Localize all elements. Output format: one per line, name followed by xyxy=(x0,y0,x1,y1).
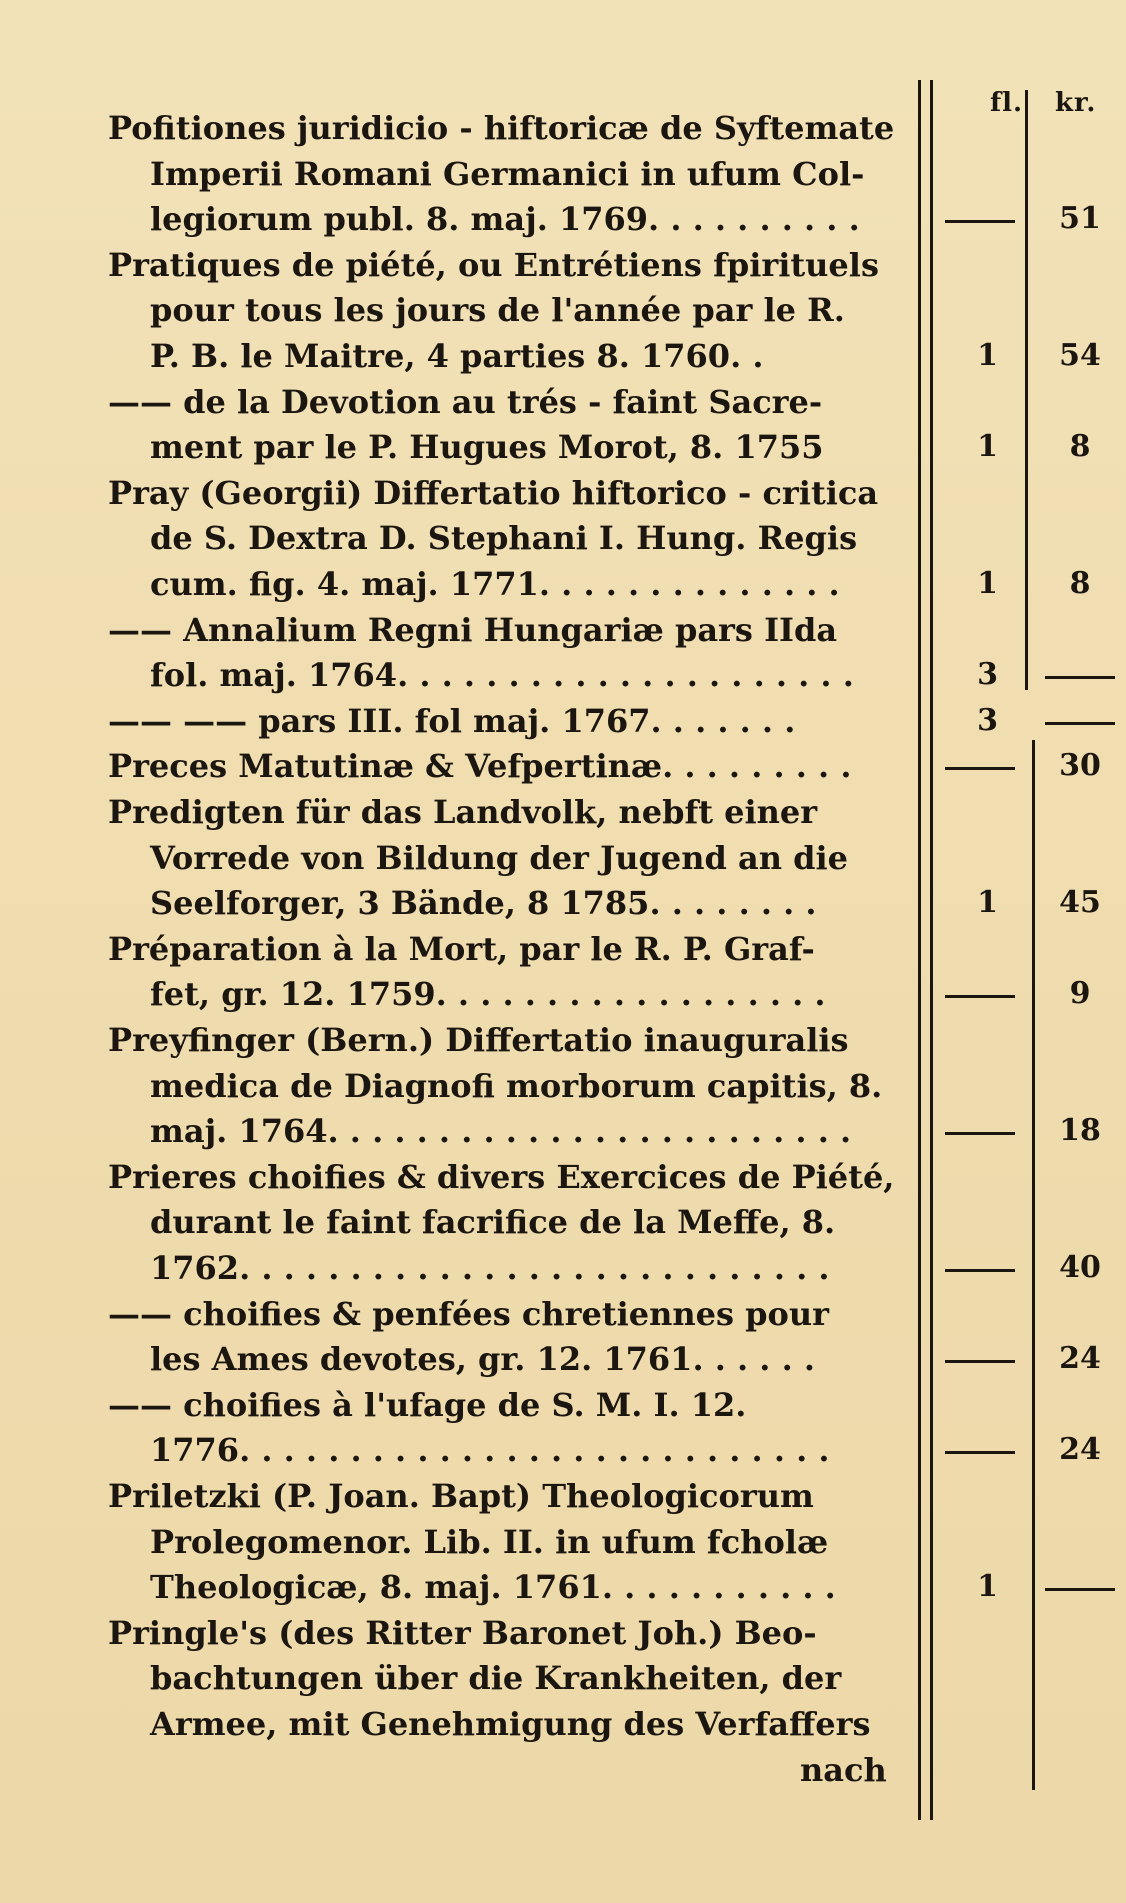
column-rule xyxy=(930,80,933,1820)
catalog-line: Pringle's (des Ritter Baronet Joh.) Beo- xyxy=(108,1613,817,1652)
price-kr xyxy=(1050,652,1110,698)
catalog-line: Prolegomenor. Lib. II. in ufum fcholæ xyxy=(150,1522,829,1561)
price-kr: 30 xyxy=(1059,748,1101,784)
price-kr: 45 xyxy=(1059,885,1101,921)
price-kr xyxy=(1050,698,1110,744)
catalog-line: Imperii Romani Germanici in ufum Col- xyxy=(150,154,865,193)
catalog-line: medica de Diagnofi morborum capitis, 8. xyxy=(150,1066,883,1105)
price-fl xyxy=(960,1336,1015,1382)
catalog-line: ment par le P. Hugues Morot, 8. 1755 xyxy=(150,428,824,467)
price-fl: 1 xyxy=(977,1569,998,1605)
price-fl: 1 xyxy=(977,566,998,601)
catalog-line: —— —— pars III. fol maj. 1767. . . . . . . xyxy=(108,701,796,740)
price-fl xyxy=(960,1245,1015,1291)
catalog-line: bachtungen über die Krankheiten, der xyxy=(150,1659,842,1698)
price-kr xyxy=(1050,1564,1110,1610)
catalog-line: nach xyxy=(800,1750,887,1789)
price-kr: 8 xyxy=(1069,566,1091,601)
price-kr: 54 xyxy=(1059,338,1101,373)
price-fl xyxy=(960,1427,1015,1473)
catalog-line: cum. fig. 4. maj. 1771. . . . . . . . . . . . . . xyxy=(150,565,840,603)
column-header-kr: kr. xyxy=(1055,88,1097,118)
price-kr: 9 xyxy=(1069,976,1091,1012)
catalog-line: —— de la Devotion au trés - faint Sacre- xyxy=(108,382,823,421)
catalog-line: fol. maj. 1764. . . . . . . . . . . . . . . . . . . . . xyxy=(150,656,854,695)
catalog-line: fet, gr. 12. 1759. . . . . . . . . . . . . . . . . . xyxy=(150,975,826,1014)
price-fl: 1 xyxy=(977,885,998,921)
catalog-line: maj. 1764. . . . . . . . . . . . . . . . . . . . . . . . xyxy=(150,1112,852,1151)
catalog-line: Seelforger, 3 Bände, 8 1785. . . . . . . . xyxy=(150,884,817,923)
catalog-line: Préparation à la Mort, par le R. P. Graf- xyxy=(108,929,815,968)
catalog-line: Theologicæ, 8. maj. 1761. . . . . . . . . . . xyxy=(150,1568,836,1607)
column-rule xyxy=(1025,90,1028,690)
catalog-line: 1762. . . . . . . . . . . . . . . . . . . . . . . . . . . xyxy=(150,1249,830,1287)
catalog-line: Pray (Georgii) Differtatio hiftorico - critica xyxy=(108,473,879,512)
price-fl: 3 xyxy=(977,702,998,738)
price-fl xyxy=(960,196,1015,242)
catalog-line: de S. Dextra D. Stephani I. Hung. Regis xyxy=(150,519,858,558)
price-fl xyxy=(960,971,1015,1017)
catalog-line: Preyfinger (Bern.) Differtatio inauguralis xyxy=(108,1021,849,1059)
catalog-line: Prieres choifies & divers Exercices de Piété, xyxy=(108,1157,895,1196)
catalog-line: P. B. le Maitre, 4 parties 8. 1760. . xyxy=(150,337,764,375)
price-kr: 51 xyxy=(1059,201,1101,237)
catalog-line: Vorrede von Bildung der Jugend an die xyxy=(150,838,848,877)
catalog-line: Pratiques de piété, ou Entrétiens fpirituels xyxy=(108,245,879,284)
catalog-line: legiorum publ. 8. maj. 1769. . . . . . . . . . xyxy=(150,200,860,239)
price-kr: 40 xyxy=(1059,1250,1101,1285)
catalog-line: Predigten für das Landvolk, nebft einer xyxy=(108,793,818,831)
column-rule xyxy=(1032,740,1035,1790)
price-fl xyxy=(960,743,1015,789)
catalog-line: les Ames devotes, gr. 12. 1761. . . . . . xyxy=(150,1340,815,1379)
catalog-line: Pofitiones juridicio - hiftoricæ de Syftemate xyxy=(108,109,895,147)
catalog-line: Armee, mit Genehmigung des Verfaffers xyxy=(150,1705,871,1743)
price-fl: 1 xyxy=(977,429,998,465)
price-kr: 8 xyxy=(1069,429,1091,465)
catalog-line: —— choifies & penfées chretiennes pour xyxy=(108,1294,829,1333)
catalog-line: pour tous les jours de l'année par le R. xyxy=(150,291,845,330)
column-header-fl: fl. xyxy=(990,88,1024,118)
catalog-line: —— choifies à l'ufage de S. M. I. 12. xyxy=(108,1385,747,1424)
price-fl: 3 xyxy=(977,657,998,693)
column-rule xyxy=(918,80,921,1820)
catalog-line: 1776. . . . . . . . . . . . . . . . . . . . . . . . . . . xyxy=(150,1431,830,1470)
catalog-line: Priletzki (P. Joan. Bapt) Theologicorum xyxy=(108,1477,814,1515)
catalog-line: Preces Matutinæ & Vefpertinæ. . . . . . . . . xyxy=(108,747,852,786)
price-fl xyxy=(960,1108,1015,1154)
price-fl: 1 xyxy=(977,338,998,373)
price-kr: 18 xyxy=(1059,1113,1101,1149)
catalog-line: durant le faint facrifice de la Meffe, 8. xyxy=(150,1203,836,1242)
price-kr: 24 xyxy=(1059,1432,1101,1468)
price-kr: 24 xyxy=(1059,1341,1101,1377)
catalog-line: —— Annalium Regni Hungariæ pars IIda xyxy=(108,610,838,649)
